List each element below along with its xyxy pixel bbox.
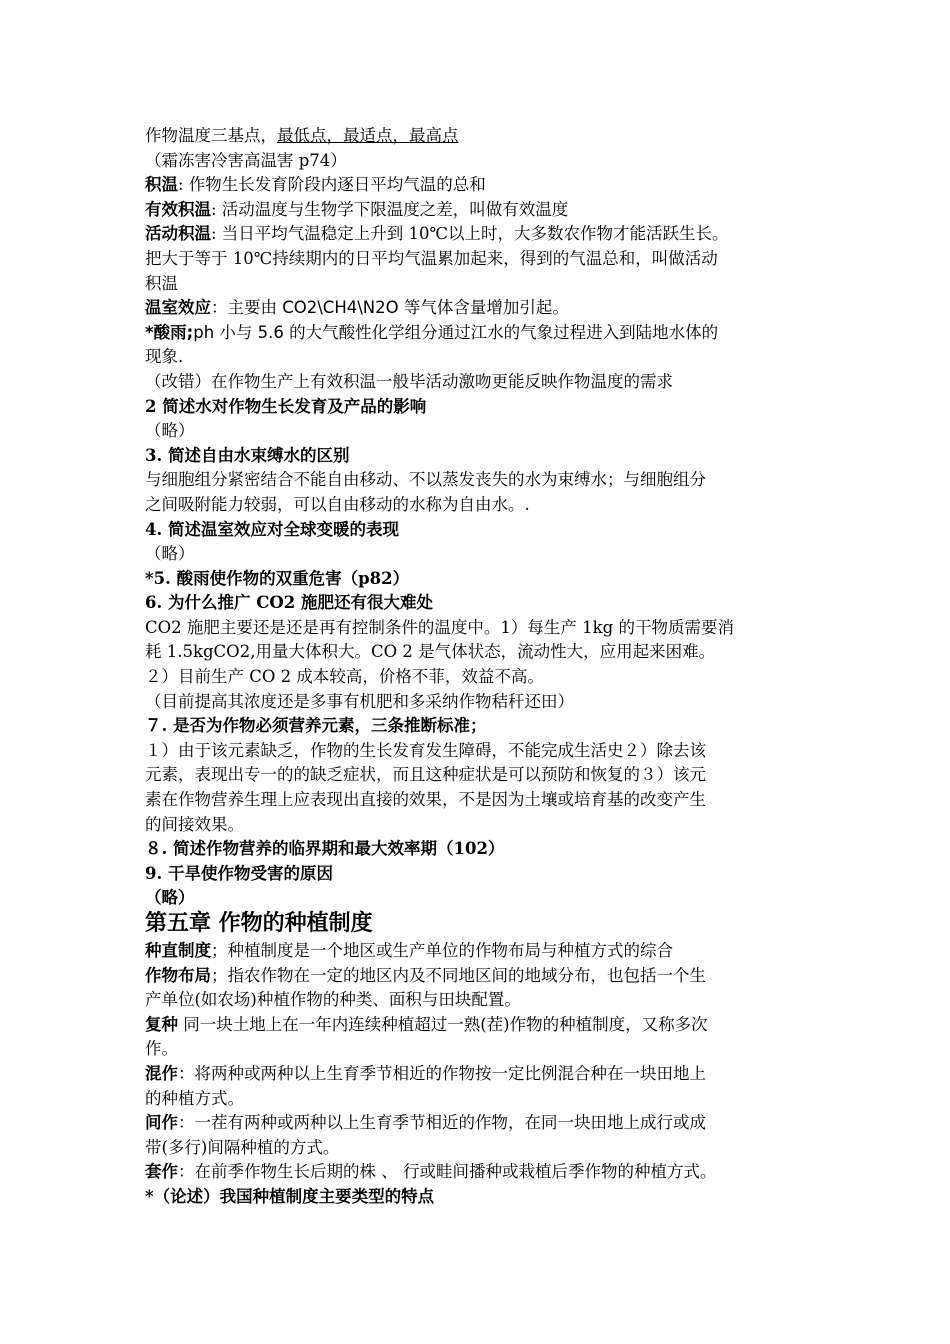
text-line: （改错）在作物生产上有效积温一般毕活动激吻更能反映作物温度的需求: [145, 371, 673, 391]
text-line: 带(多行)间隔种植的方式。: [145, 1137, 340, 1157]
question-heading: *（论述）我国种植制度主要类型的特点: [145, 1186, 435, 1206]
definition: ：一茬有两种或两种以上生育季节相近的作物，在同一块田地上成行或成: [178, 1113, 706, 1133]
definition-line: [145, 939, 825, 964]
term: *酸雨;: [145, 322, 194, 342]
term: 积温: [145, 175, 178, 195]
definition: ph 小与 5.6 的大气酸性化学组分通过江水的气象过程进入到陆地水体的: [193, 322, 719, 342]
chapter-title: 第五章 作物的种植制度: [145, 911, 373, 936]
definition: ：在前季作物生长后期的株 、 行或畦间播种或栽植后季作物的种植方式。: [178, 1162, 717, 1182]
text-line: （略）: [145, 544, 195, 564]
question-heading: ８. 简述作物营养的临界期和最大效率期（102）: [145, 839, 505, 859]
definition: ：将两种或两种以上生育季节相近的作物按一定比例混合种在一块田地上: [178, 1063, 706, 1083]
definition-line: [145, 1111, 825, 1136]
definition-line: [145, 296, 825, 321]
definition: 同一块土地上在一年内连续种植超过一熟(茬)作物的种植制度，又称多次: [178, 1014, 708, 1034]
text-line: 素在作物营养生理上应表现出直接的效果，不是因为土壤或培育基的改变产生: [145, 790, 706, 810]
term: 活动积温: [145, 224, 211, 244]
definition: ；指农作物在一定的地区内及不同地区间的地域分布，也包括一个生: [211, 965, 706, 985]
definition-line: [145, 222, 825, 247]
question-heading: 2 简述水对作物生长发育及产品的影响: [145, 396, 427, 416]
definition: : 当日平均气温稳定上升到 10℃以上时，大多数农作物才能活跃生长。: [211, 224, 729, 244]
text-line: 把大于等于 10℃持续期内的日平均气温累加起来，得到的气温总和，叫做活动: [145, 248, 718, 268]
definition-line: [145, 964, 825, 989]
text-line: 元素，表现出专一的的缺乏症状，而且这种症状是可以预防和恢复的３）该元: [145, 765, 706, 785]
term: 间作: [145, 1113, 178, 1133]
question-heading: 6. 为什么推广 CO2 施肥还有很大难处: [145, 593, 433, 613]
text-line: 现象.: [145, 347, 184, 367]
term: 混作: [145, 1063, 178, 1083]
question-heading: *5. 酸雨使作物的双重危害（p82）: [145, 568, 410, 588]
definition: ：主要由 CO2\CH4\N2O 等气体含量增加引起。: [211, 298, 569, 318]
text-line: CO2 施肥主要还是还是再有控制条件的温度中。1）每生产 1kg 的干物质需要消: [145, 617, 734, 637]
term: 温室效应: [145, 298, 211, 318]
question-heading: 3. 简述自由水束缚水的区别: [145, 445, 350, 465]
term: 套作: [145, 1162, 178, 1182]
text-line: ２）目前生产 CO 2 成本较高，价格不菲，效益不高。: [145, 667, 544, 687]
definition-line: [145, 1013, 825, 1038]
text-line: （目前提高其浓度还是多事有机肥和多采纳作物秸秆还田）: [145, 691, 574, 711]
text-line: 积温: [145, 273, 178, 293]
definition-line: [145, 321, 825, 346]
document-page: [145, 124, 825, 1210]
text-line: （略）: [145, 421, 195, 441]
text-line: 之间吸附能力较弱，可以自由移动的水称为自由水。.: [145, 494, 530, 514]
definition: : 活动温度与生物学下限温度之差，叫做有效温度: [211, 199, 569, 219]
term: 有效积温: [145, 199, 211, 219]
text-line: 的种植方式。: [145, 1088, 244, 1108]
question-heading: ７. 是否为作物必须营养元素，三条推断标准；: [145, 716, 487, 736]
text-line: （霜冻害冷害高温害 p74）: [145, 150, 347, 170]
text-line: 产单位(如农场)种植作物的种类、面积与田块配置。: [145, 990, 521, 1010]
underlined-text: 最低点，最适点，最高点: [277, 126, 459, 145]
text-line: 作。: [145, 1039, 178, 1059]
question-heading: 4. 简述温室效应对全球变暖的表现: [145, 519, 399, 539]
text: 作物温度三基点，: [145, 126, 277, 145]
definition: : 作物生长发育阶段内逐日平均气温的总和: [178, 175, 486, 195]
term: 种直制度: [145, 941, 211, 960]
text-line: （略）: [145, 888, 195, 908]
definition-line: [145, 173, 825, 198]
text-line: 与细胞组分紧密结合不能自由移动、不以蒸发丧失的水为束缚水；与细胞组分: [145, 470, 706, 490]
text-line: 的间接效果。: [145, 814, 244, 834]
text-line: 耗 1.5kgCO2,用量大体积大。CO 2 是气体状态，流动性大，应用起来困难。: [145, 642, 716, 662]
definition-line: [145, 1062, 825, 1087]
text-line: [145, 124, 825, 149]
term: 作物布局: [145, 965, 211, 985]
definition: ；种植制度是一个地区或生产单位的作物布局与种植方式的综合: [211, 941, 673, 960]
definition-line: [145, 1160, 825, 1185]
definition-line: [145, 198, 825, 223]
question-heading: 9. 干旱使作物受害的原因: [145, 863, 333, 883]
text-line: １）由于该元素缺乏，作物的生长发育发生障碍，不能完成生活史２）除去该: [145, 740, 706, 760]
term: 复种: [145, 1014, 178, 1034]
